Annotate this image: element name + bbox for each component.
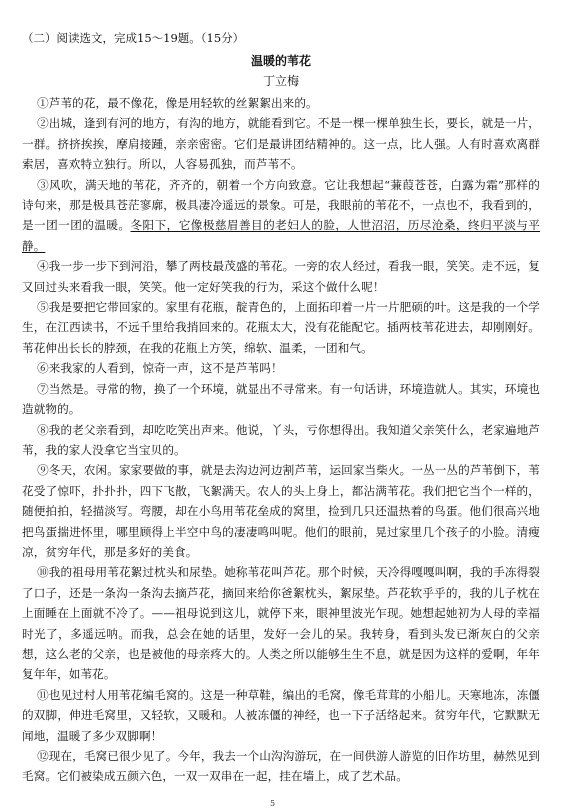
- paragraph-10: ⑩我的祖母用苇花絮过枕头和尿垫。她称苇花叫芦花。那个时候，天冷得嘎嘎叫啊，我的手冻得裂了口子，还是一条沟一条沟去摘芦花，摘回来给你爸絮枕头，絮尿垫。芦花软乎乎的，我的儿子枕在上面睡在上面就不冷了。——祖母说到这儿，就停下来，眼神里波光乍现。她想起她初为人母的幸福时光了，多遥远呐。而我，总会在她的话里，发好一会儿的呆。我转身，看到头发已渐灰白的父亲想，这么老的父亲，也是被他的母亲疼大的。人类之所以能够生生不息，就是因为这样的爱啊，年年复年年，如苇花。: [22, 565, 540, 682]
- paragraph-1: ①芦苇的花，最不像花，像是用轻软的丝絮絮出来的。: [37, 96, 318, 110]
- paragraph-4: ④我一步一步下到河沿，攀了两枝最茂盛的苇花。一旁的农人经过，看我一眼，笑笑。走不远，复又回过头来看我一眼，笑笑。他一定好笑我的行为，采这个做什么呢！: [22, 259, 540, 294]
- article-body: [22, 93, 540, 787]
- paragraph-5: ⑤我是要把它带回家的。家里有花瓶，靛青色的，上面拓印着一片一片肥硕的叶。这是我的一个学生，在江西读书，不远千里给我捎回来的。花瓶太大，没有花能配它。插两枝苇花进去，却刚刚好。苇花伸出长长的脖颈，在我的花瓶上方笑，绵软、温柔，一团和气。: [22, 300, 540, 355]
- paragraph-9: ⑨冬天，农闲。家家要做的事，就是去沟边河边割芦苇，运回家当柴火。一丛一丛的芦苇倒下，苇花受了惊吓，扑扑扑，四下飞散，飞絮满天。农人的头上身上，都沾满苇花。我们把它当个一样的，随便拍拍，轻描淡写。弯腰，却在小鸟用苇花垒成的窝里，捡到几只还温热着的鸟蛋。他们很高兴地把鸟蛋揣进怀里，哪里顾得上半空中鸟的凄凄鸣叫呢。他们的眼前，晃过家里几个孩子的小脸。清瘦凉，贫穷年代，那是多好的美食。: [22, 463, 540, 559]
- paragraph-3: ③风吹，满天地的苇花，齐齐的，朝着一个方向致意。它让我想起“蒹葭苍苍，白露为霜”那样的诗句来，那是极具苍茫寥廓，极具凄冷遥远的景象。可是，我眼前的苇花不，一点也不，我看到的，是一团一团的温暖。冬阳下，它像极慈眉善目的老妇人的脸，人世沼沼，历尽沧桑，终归平淡与平静。: [22, 177, 540, 253]
- article-title: 温暖的苇花: [250, 54, 311, 68]
- document-page: [22, 30, 540, 787]
- paragraph-6: ⑥来我家的人看到，惊奇一声，这不是芦苇吗！: [37, 361, 283, 376]
- paragraph-8: ⑧我的老父亲看到，却吃吃笑出声来。他说，丫头，亏你想得出。我知道父亲笑什么，老家遍地芦苇，我的家人没拿它当宝贝的。: [22, 422, 540, 457]
- section-heading: （二）阅读选文，完成15～19题。（15分）: [22, 31, 245, 45]
- paragraph-12: ⑫现在，毛窝已很少见了。今年，我去一个山沟沟游玩，在一间供游人游览的旧作坊里，赫然见到毛窝。它们被染成五颜六色，一双一双串在一起，挂在墙上，成了艺术品。: [22, 749, 540, 784]
- underlined-sentence: 冬阳下，它像极慈眉善目的老妇人的脸，人世沼沼，历尽沧桑，终归平淡与平静。: [22, 218, 540, 253]
- page-number: 5: [270, 799, 276, 808]
- paragraph-2: ②出城，逢到有河的地方，有沟的地方，就能看到它。不是一棵一棵单独生长，要长，就是一片，一群。挤挤挨挨，摩肩接踵，亲亲密密。它们是最讲团结精神的。这一点，比人强。人有时喜欢离群索居，喜欢特立独行。所以，人容易孤独，而芦苇不。: [22, 116, 540, 172]
- paragraph-7: ⑦当然是。寻常的物，换了一个环境，就显出不寻常来。有一句话讲，环境造就人。其实，环境也造就物的。: [22, 381, 540, 417]
- article-author: 丁立梅: [262, 74, 299, 88]
- paragraph-11: ⑪也见过村人用苇花编毛窝的。这是一种草鞋，编出的毛窝，像毛茸茸的小船儿。天寒地冻，冻僵的双脚，伸进毛窝里，又轻软，又暖和。人被冻僵的神经，也一下子活络起来。贫穷年代，它默默无闻地，温暖了多少双脚啊！: [22, 687, 540, 743]
